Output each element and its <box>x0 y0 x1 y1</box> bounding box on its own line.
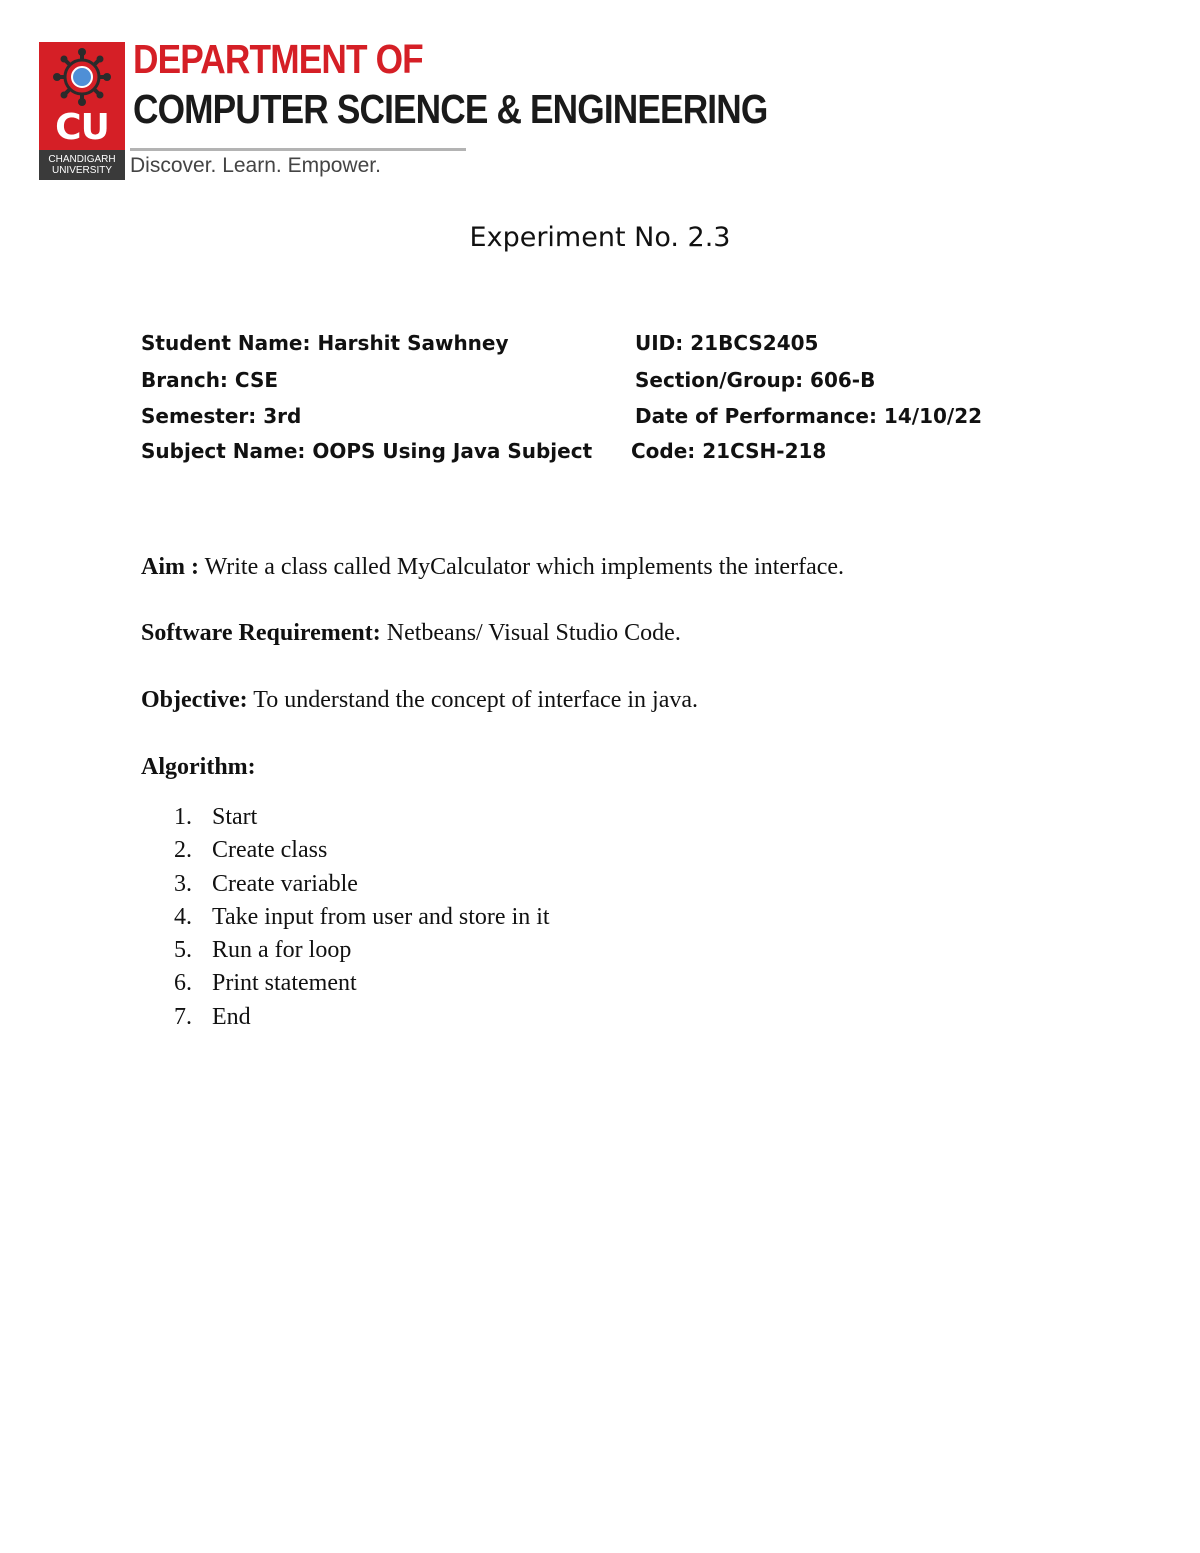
algorithm-step <box>174 902 550 935</box>
aim-label: Aim : <box>141 554 199 580</box>
step-number: 6. <box>174 970 192 997</box>
objective-text: To understand the concept of interface in java. <box>253 687 698 713</box>
algorithm-step <box>174 968 550 1001</box>
algorithm-heading <box>141 753 256 781</box>
software-label: Software Requirement: <box>141 620 381 646</box>
step-number: 3. <box>174 870 192 897</box>
aim-paragraph <box>141 553 844 581</box>
objective-label: Objective: <box>141 687 248 713</box>
logo-university-line2: UNIVERSITY <box>51 165 112 176</box>
department-heading-line1: DEPARTMENT OF <box>133 36 423 82</box>
tagline: Discover. Learn. Empower. <box>130 154 381 177</box>
student-uid: UID: 21BCS2405 <box>635 331 819 355</box>
logo-footer <box>39 150 125 180</box>
subject-name: Subject Name: OOPS Using Java Subject <box>141 439 593 463</box>
software-text: Netbeans/ Visual Studio Code. <box>386 620 681 646</box>
step-text: Create class <box>212 837 328 864</box>
step-number: 5. <box>174 937 192 964</box>
objective-paragraph <box>141 686 698 714</box>
algorithm-step <box>174 935 550 968</box>
algorithm-step <box>174 835 550 868</box>
step-text: End <box>212 1003 251 1030</box>
software-paragraph <box>141 619 681 647</box>
student-branch: Branch: CSE <box>141 368 279 392</box>
department-heading-line2: COMPUTER SCIENCE & ENGINEERING <box>133 86 768 132</box>
logo-cu-text: CU <box>55 107 109 148</box>
step-text: Take input from user and store in it <box>212 903 550 930</box>
university-logo <box>39 42 125 180</box>
student-semester: Semester: 3rd <box>141 404 302 428</box>
algorithm-label: Algorithm: <box>141 754 256 780</box>
algorithm-steps <box>174 802 550 1035</box>
algorithm-step <box>174 1002 550 1035</box>
header-divider <box>130 148 466 151</box>
gear-emblem-icon <box>39 42 125 112</box>
step-number: 2. <box>174 837 192 864</box>
subject-code: Code: 21CSH-218 <box>631 439 827 463</box>
step-number: 7. <box>174 1003 192 1030</box>
algorithm-step <box>174 802 550 835</box>
student-section: Section/Group: 606-B <box>635 368 876 392</box>
step-text: Print statement <box>212 970 357 997</box>
performance-date: Date of Performance: 14/10/22 <box>635 404 983 428</box>
experiment-title: Experiment No. 2.3 <box>469 222 731 253</box>
step-number: 4. <box>174 903 192 930</box>
student-name: Student Name: Harshit Sawhney <box>141 331 509 355</box>
aim-text: Write a class called MyCalculator which implements the interface. <box>204 554 845 580</box>
algorithm-step <box>174 869 550 902</box>
step-text: Create variable <box>212 870 358 897</box>
logo-university-line1: CHANDIGARH <box>48 154 116 165</box>
step-number: 1. <box>174 804 192 830</box>
step-text: Run a for loop <box>212 937 352 964</box>
step-text: Start <box>212 804 258 830</box>
